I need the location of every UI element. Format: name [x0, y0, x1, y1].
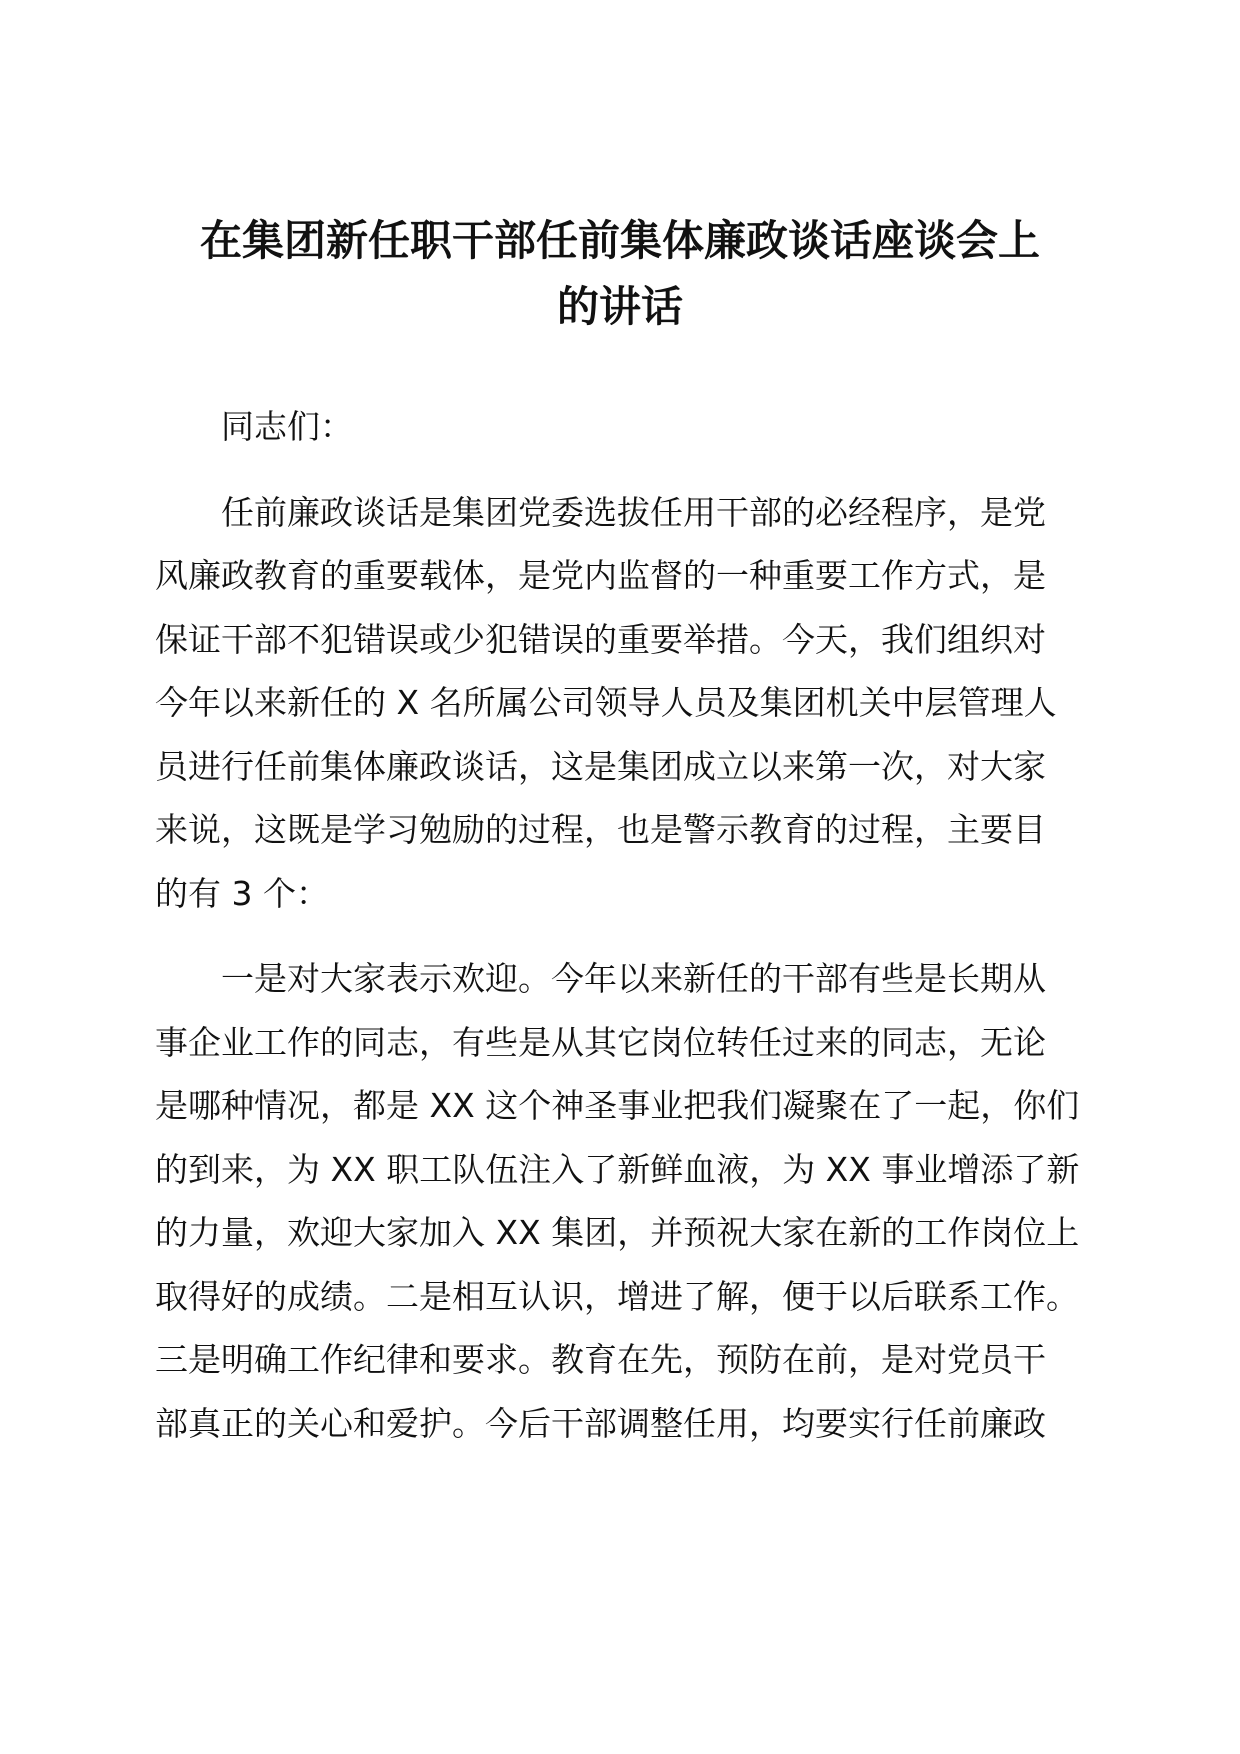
paragraph-line: 的到来，为 XX 职工队伍注入了新鲜血液，为 XX 事业增添了新	[155, 1149, 1080, 1189]
salutation-text: 同志们：	[221, 407, 353, 446]
paragraph-line: 的力量，欢迎大家加入 XX 集团，并预祝大家在新的工作岗位上	[155, 1213, 1080, 1252]
document-body	[155, 395, 1100, 1455]
title-line-1: 在集团新任职干部任前集体廉政谈话座谈会上	[199, 216, 1040, 265]
paragraph-line: 的有 3 个：	[155, 873, 329, 913]
paragraph-line: 员进行任前集体廉政谈话，这是集团成立以来第一次，对大家	[155, 746, 1046, 786]
paragraph-line: 是哪种情况，都是 XX 这个神圣事业把我们凝聚在了一起，你们	[155, 1086, 1080, 1125]
paragraph-line: 保证干部不犯错误或少犯错误的重要举措。今天，我们组织对	[155, 619, 1046, 659]
paragraph-line: 三是明确工作纪律和要求。教育在先，预防在前，是对党员干	[155, 1340, 1046, 1379]
paragraph-line: 风廉政教育的重要载体，是党内监督的一种重要工作方式，是	[155, 556, 1046, 595]
paragraph-line: 事企业工作的同志，有些是从其它岗位转任过来的同志，无论	[155, 1022, 1046, 1062]
paragraph-line: 取得好的成绩。二是相互认识，增进了解，便于以后联系工作。	[155, 1276, 1079, 1316]
paragraph-line: 任前廉政谈话是集团党委选拔任用干部的必经程序，是党	[221, 492, 1046, 532]
paragraph-line: 来说，这既是学习勉励的过程，也是警示教育的过程，主要目	[155, 810, 1046, 849]
paragraph-1	[155, 481, 1100, 926]
paragraph-line: 一是对大家表示欢迎。今年以来新任的干部有些是长期从	[221, 959, 1046, 998]
document-title	[150, 208, 1090, 340]
paragraph-line: 今年以来新任的 X 名所属公司领导人员及集团机关中层管理人	[155, 683, 1057, 722]
paragraph-line: 部真正的关心和爱护。今后干部调整任用，均要实行任前廉政	[155, 1403, 1046, 1443]
salutation	[155, 395, 1100, 459]
paragraph-2	[155, 947, 1100, 1455]
title-line-2: 的讲话	[556, 282, 683, 331]
